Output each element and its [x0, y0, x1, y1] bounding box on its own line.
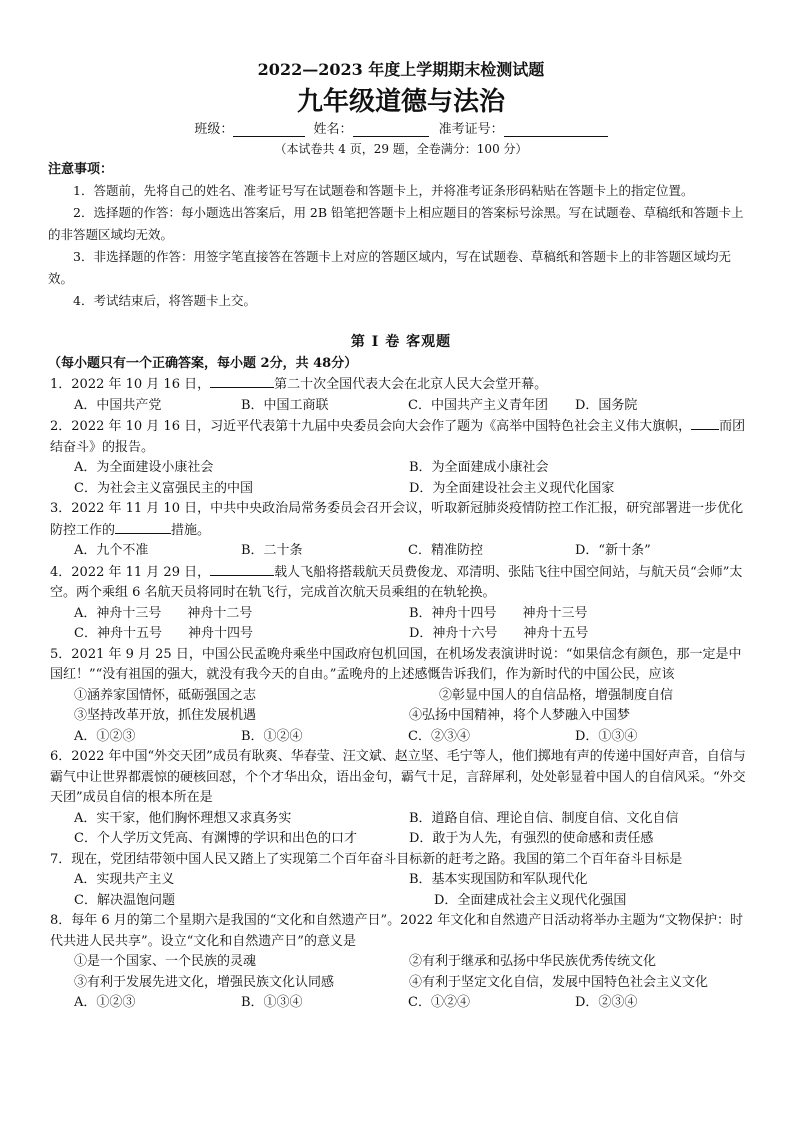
- question-stem: 8．每年 6 月的第二个星期六是我国的“文化和自然遗产日”。2022 年文化和自然遗产日活动将举办主题为“文物保护：时代共进人民共享”。设立“文化和自然遗产日”的意义是: [50, 913, 743, 949]
- option-b[interactable]: B．二十条: [241, 543, 303, 558]
- question-2: [48, 416, 754, 499]
- answer-blank: [210, 562, 274, 576]
- option-b[interactable]: B．神舟十四号 神舟十三号: [409, 605, 588, 621]
- statement: ③有利于发展先进文化，增强民族文化认同感: [74, 974, 335, 990]
- option-b[interactable]: B．道路自信、理论自信、制度自信、文化自信: [409, 810, 679, 826]
- option-d[interactable]: D．②③④: [575, 995, 638, 1010]
- option-c[interactable]: C．②③④: [408, 728, 470, 744]
- question-5: [48, 645, 754, 748]
- answer-blank: [691, 416, 719, 430]
- question-4: [48, 562, 754, 645]
- option-b[interactable]: B．①③④: [241, 995, 303, 1010]
- notice-item: 4．考试结束后，将答题卡上交。: [73, 293, 256, 308]
- option-a[interactable]: A．为全面建设小康社会: [74, 460, 214, 475]
- class-blank[interactable]: [233, 122, 305, 137]
- exam-subtitle: 2022—2023 年度上学期期末检测试题: [257, 60, 545, 79]
- statement: ②有利于继承和弘扬中华民族优秀传统文化: [409, 954, 657, 969]
- option-c[interactable]: C．精准防控: [408, 543, 483, 558]
- question-8: [48, 911, 754, 1014]
- option-a[interactable]: A．实干家，他们胸怀理想又求真务实: [74, 810, 292, 826]
- question-stem: 6．2022 年中国“外交天团”成员有耿爽、华春莹、汪文斌、赵立坚、毛宁等人，他们掷地有声的传递中国好声音，自信与霸气中让世界都震惊的硬核回怼，个个才华出众，语出金句，霸气十足，言辞犀利，处处彰显着中国人的自信风采。“外交天团”成员自信的根本所在是: [50, 749, 746, 805]
- option-c[interactable]: C．个人学历文凭高、有渊博的学识和出色的口才: [74, 831, 357, 846]
- statement: ①是一个国家、一个民族的灵魂: [74, 954, 257, 969]
- option-a[interactable]: A．①②③: [74, 728, 136, 744]
- question-stem: 1．2022 年 10 月 16 日， 第二十次全国代表大会在北京人民大会堂开幕。: [48, 374, 754, 396]
- notice-item: 3．非选择题的作答：用签字笔直接答在答题卡上对应的答题区域内，写在试题卷、草稿纸和答题卡上的非答题区域均无效。: [48, 249, 731, 286]
- option-d[interactable]: D．敢于为人先，有强烈的使命感和责任感: [409, 831, 654, 846]
- option-d[interactable]: D．为全面建设社会主义现代化国家: [409, 480, 615, 496]
- question-6: [48, 747, 754, 850]
- name-blank[interactable]: [353, 122, 429, 137]
- notice-item: 1．答题前，先将自己的姓名、准考证号写在试题卷和答题卡上，并将准考证条形码粘贴在答题卡上的指定位置。: [73, 183, 694, 198]
- section-instruction: （每小题只有一个正确答案，每小题 2分，共 48分）: [48, 356, 358, 371]
- exam-title: 九年级道德与法治: [296, 87, 505, 117]
- statement: ①涵养家国情怀，砥砺强国之志: [74, 687, 257, 703]
- option-d[interactable]: D．①③④: [575, 728, 638, 744]
- question-stem: 4．2022 年 11 月 29 日， 载人飞船将搭载航天员费俊龙、邓清明、张陆飞往中国空间站，与航天员“会师”太空。两个乘组 6 名航天员将同时在轨飞行，完成首次航天员乘组的在轨轮换。: [48, 562, 754, 604]
- section-heading: 第 I 卷 客观题: [350, 334, 452, 350]
- question-stem: 7．现在，党团结带领中国人民又踏上了实现第二个百年奋斗目标新的赶考之路。我国的第二个百年奋斗目标是: [50, 851, 683, 867]
- statement: ②彰显中国人的自信品格，增强制度自信: [439, 687, 674, 703]
- question-stem: 3．2022 年 11 月 10 日，中共中央政治局常务委员会召开会议，听取新冠肺炎疫情防控工作汇报，研究部署进一步优化防控工作的 措施。: [50, 501, 744, 538]
- option-b[interactable]: B．①②④: [241, 728, 303, 744]
- notice-item: 2．选择题的作答：每小题选出答案后，用 2B 铅笔把答题卡上相应题目的答案标号涂黑。写在试题卷、草稿纸和答题卡上的非答题区域均无效。: [48, 205, 744, 242]
- option-c[interactable]: C．①②④: [408, 995, 470, 1010]
- option-c[interactable]: C．解决温饱问题: [74, 892, 175, 908]
- option-a[interactable]: A．①②③: [74, 995, 136, 1010]
- class-label: 班级：: [194, 122, 234, 137]
- question-3: [48, 499, 754, 562]
- option-a[interactable]: A．神舟十三号 神舟十二号: [74, 605, 253, 621]
- option-c[interactable]: C．神舟十五号 神舟十四号: [74, 626, 253, 641]
- statement: ④有利于坚定文化自信，发展中国特色社会主义文化: [409, 974, 709, 990]
- statement: ④弘扬中国精神，将个人梦融入中国梦: [409, 708, 631, 723]
- option-c[interactable]: C．中国共产主义青年团: [408, 397, 548, 413]
- student-info-fields: [48, 120, 754, 140]
- answer-blank: [115, 520, 171, 534]
- id-blank[interactable]: [504, 122, 608, 137]
- option-a[interactable]: A．实现共产主义: [74, 872, 175, 887]
- notice-heading: 注意事项：: [48, 162, 114, 177]
- question-1: [48, 374, 754, 416]
- option-c[interactable]: C．为社会主义富强民主的中国: [74, 480, 253, 496]
- question-stem: 2．2022 年 10 月 16 日，习近平代表第十九届中央委员会向大会作了题为《高举中国特色社会主义伟大旗帜， 而团结奋斗》的报告。: [48, 416, 754, 458]
- statement: ③坚持改革开放，抓住发展机遇: [74, 708, 257, 723]
- exam-note: （本试卷共 4 页，29 题，全卷满分：100 分）: [274, 142, 528, 156]
- name-label: 姓名：: [313, 122, 353, 137]
- answer-blank: [210, 374, 274, 388]
- question-stem: 5．2021 年 9 月 25 日，中国公民孟晚舟乘坐中国政府包机回国，在机场发表演讲时说：“如果信念有颜色，那一定是中国红！”“没有祖国的强大，就没有我今天的自由。”孟晚舟的上述感慨告诉我们，作为新时代的中国公民，应该: [50, 646, 742, 682]
- question-7: [48, 850, 754, 912]
- option-d[interactable]: D．全面建成社会主义现代化强国: [434, 892, 627, 908]
- id-label: 准考证号：: [438, 122, 504, 137]
- option-b[interactable]: B．基本实现国防和军队现代化: [409, 872, 588, 887]
- option-d[interactable]: D．神舟十六号 神舟十五号: [409, 626, 589, 641]
- option-a[interactable]: A．九个不准: [74, 543, 149, 558]
- option-d[interactable]: D．国务院: [575, 397, 638, 413]
- option-a[interactable]: A．中国共产党: [74, 397, 162, 413]
- option-d[interactable]: D．“新十条”: [575, 543, 651, 558]
- option-b[interactable]: B．为全面建成小康社会: [409, 460, 549, 475]
- option-b[interactable]: B．中国工商联: [241, 397, 329, 413]
- exam-page: [48, 58, 754, 1014]
